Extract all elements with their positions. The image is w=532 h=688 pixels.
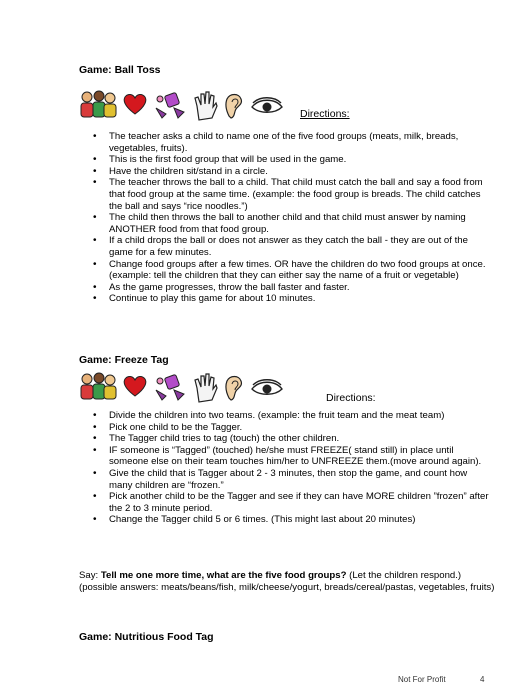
heading-ball-toss: Game: Ball Toss bbox=[79, 64, 161, 76]
activity-icons-row-2 bbox=[79, 372, 289, 406]
heart-icon bbox=[122, 92, 148, 116]
list-item: • The teacher asks a child to name one of the five food groups (meats, milk, breads, vegetables, fruits). bbox=[93, 131, 493, 154]
say-label: Say: bbox=[79, 570, 101, 581]
eye-icon bbox=[250, 379, 284, 397]
list-item: • IF someone is “Tagged” (touched) he/she must FREEZE( stand still) in place until someone else on their team touches him/her to UNFREEZE them.(move around again). bbox=[93, 445, 493, 468]
eye-icon bbox=[250, 97, 284, 115]
directions-label-2: Directions: bbox=[326, 392, 376, 404]
hand-icon bbox=[192, 372, 218, 404]
food-icon bbox=[152, 372, 188, 402]
list-item: • Change food groups after a few times. OR have the children do two food groups at once. (example: tell the children that they can either say the name of a fruit or vegetable) bbox=[93, 259, 493, 282]
hand-icon bbox=[192, 90, 218, 122]
say-paragraph bbox=[79, 570, 499, 593]
say-answers: (Let the children respond.) (possible answers: meats/beans/fish, milk/cheese/yogurt, breads/cereal/pastas, vegetables, fruits) bbox=[79, 570, 495, 593]
food-icon bbox=[152, 90, 188, 120]
heading-nutritious-food-tag: Game: Nutritious Food Tag bbox=[79, 631, 214, 643]
list-item: • Have the children sit/stand in a circle. bbox=[93, 166, 493, 178]
ball-toss-directions-list bbox=[93, 131, 493, 305]
activity-icons-row-1 bbox=[79, 90, 289, 124]
list-item: • Pick another child to be the Tagger and see if they can have MORE children ”frozen” after the 2 to 3 minute period. bbox=[93, 491, 493, 514]
footer-note: Not For Profit bbox=[398, 675, 446, 684]
list-item: • Change the Tagger child 5 or 6 times. (This might last about 20 minutes) bbox=[93, 514, 493, 526]
list-item: • The Tagger child tries to tag (touch) the other children. bbox=[93, 433, 493, 445]
page-number: 4 bbox=[480, 675, 485, 684]
list-item: • The child then throws the ball to another child and that child must answer by naming ANOTHER food from that food group. bbox=[93, 212, 493, 235]
heart-icon bbox=[122, 374, 148, 398]
people-group-icon bbox=[79, 90, 117, 120]
ear-icon bbox=[223, 374, 245, 402]
heading-freeze-tag: Game: Freeze Tag bbox=[79, 354, 169, 366]
ear-icon bbox=[223, 92, 245, 120]
list-item: • This is the first food group that will be used in the game. bbox=[93, 154, 493, 166]
directions-label-1: Directions: bbox=[300, 108, 350, 120]
list-item: • As the game progresses, throw the ball faster and faster. bbox=[93, 282, 493, 294]
list-item: • If a child drops the ball or does not answer as they catch the ball - they are out of the game for a few minutes. bbox=[93, 235, 493, 258]
list-item: • Pick one child to be the Tagger. bbox=[93, 422, 493, 434]
list-item: • The teacher throws the ball to a child. That child must catch the ball and say a food from that food group at the same time. (example: the food group is breads. The child catches the ball and says “rice noodles.”) bbox=[93, 177, 493, 212]
list-item: • Continue to play this game for about 10 minutes. bbox=[93, 293, 493, 305]
list-item: • Give the child that is Tagger about 2 - 3 minutes, then stop the game, and count how many children are “frozen.” bbox=[93, 468, 493, 491]
say-question: Tell me one more time, what are the five food groups? bbox=[100, 570, 347, 581]
people-group-icon bbox=[79, 372, 117, 402]
list-item: • Divide the children into two teams. (example: the fruit team and the meat team) bbox=[93, 410, 493, 422]
freeze-tag-directions-list bbox=[93, 410, 493, 526]
